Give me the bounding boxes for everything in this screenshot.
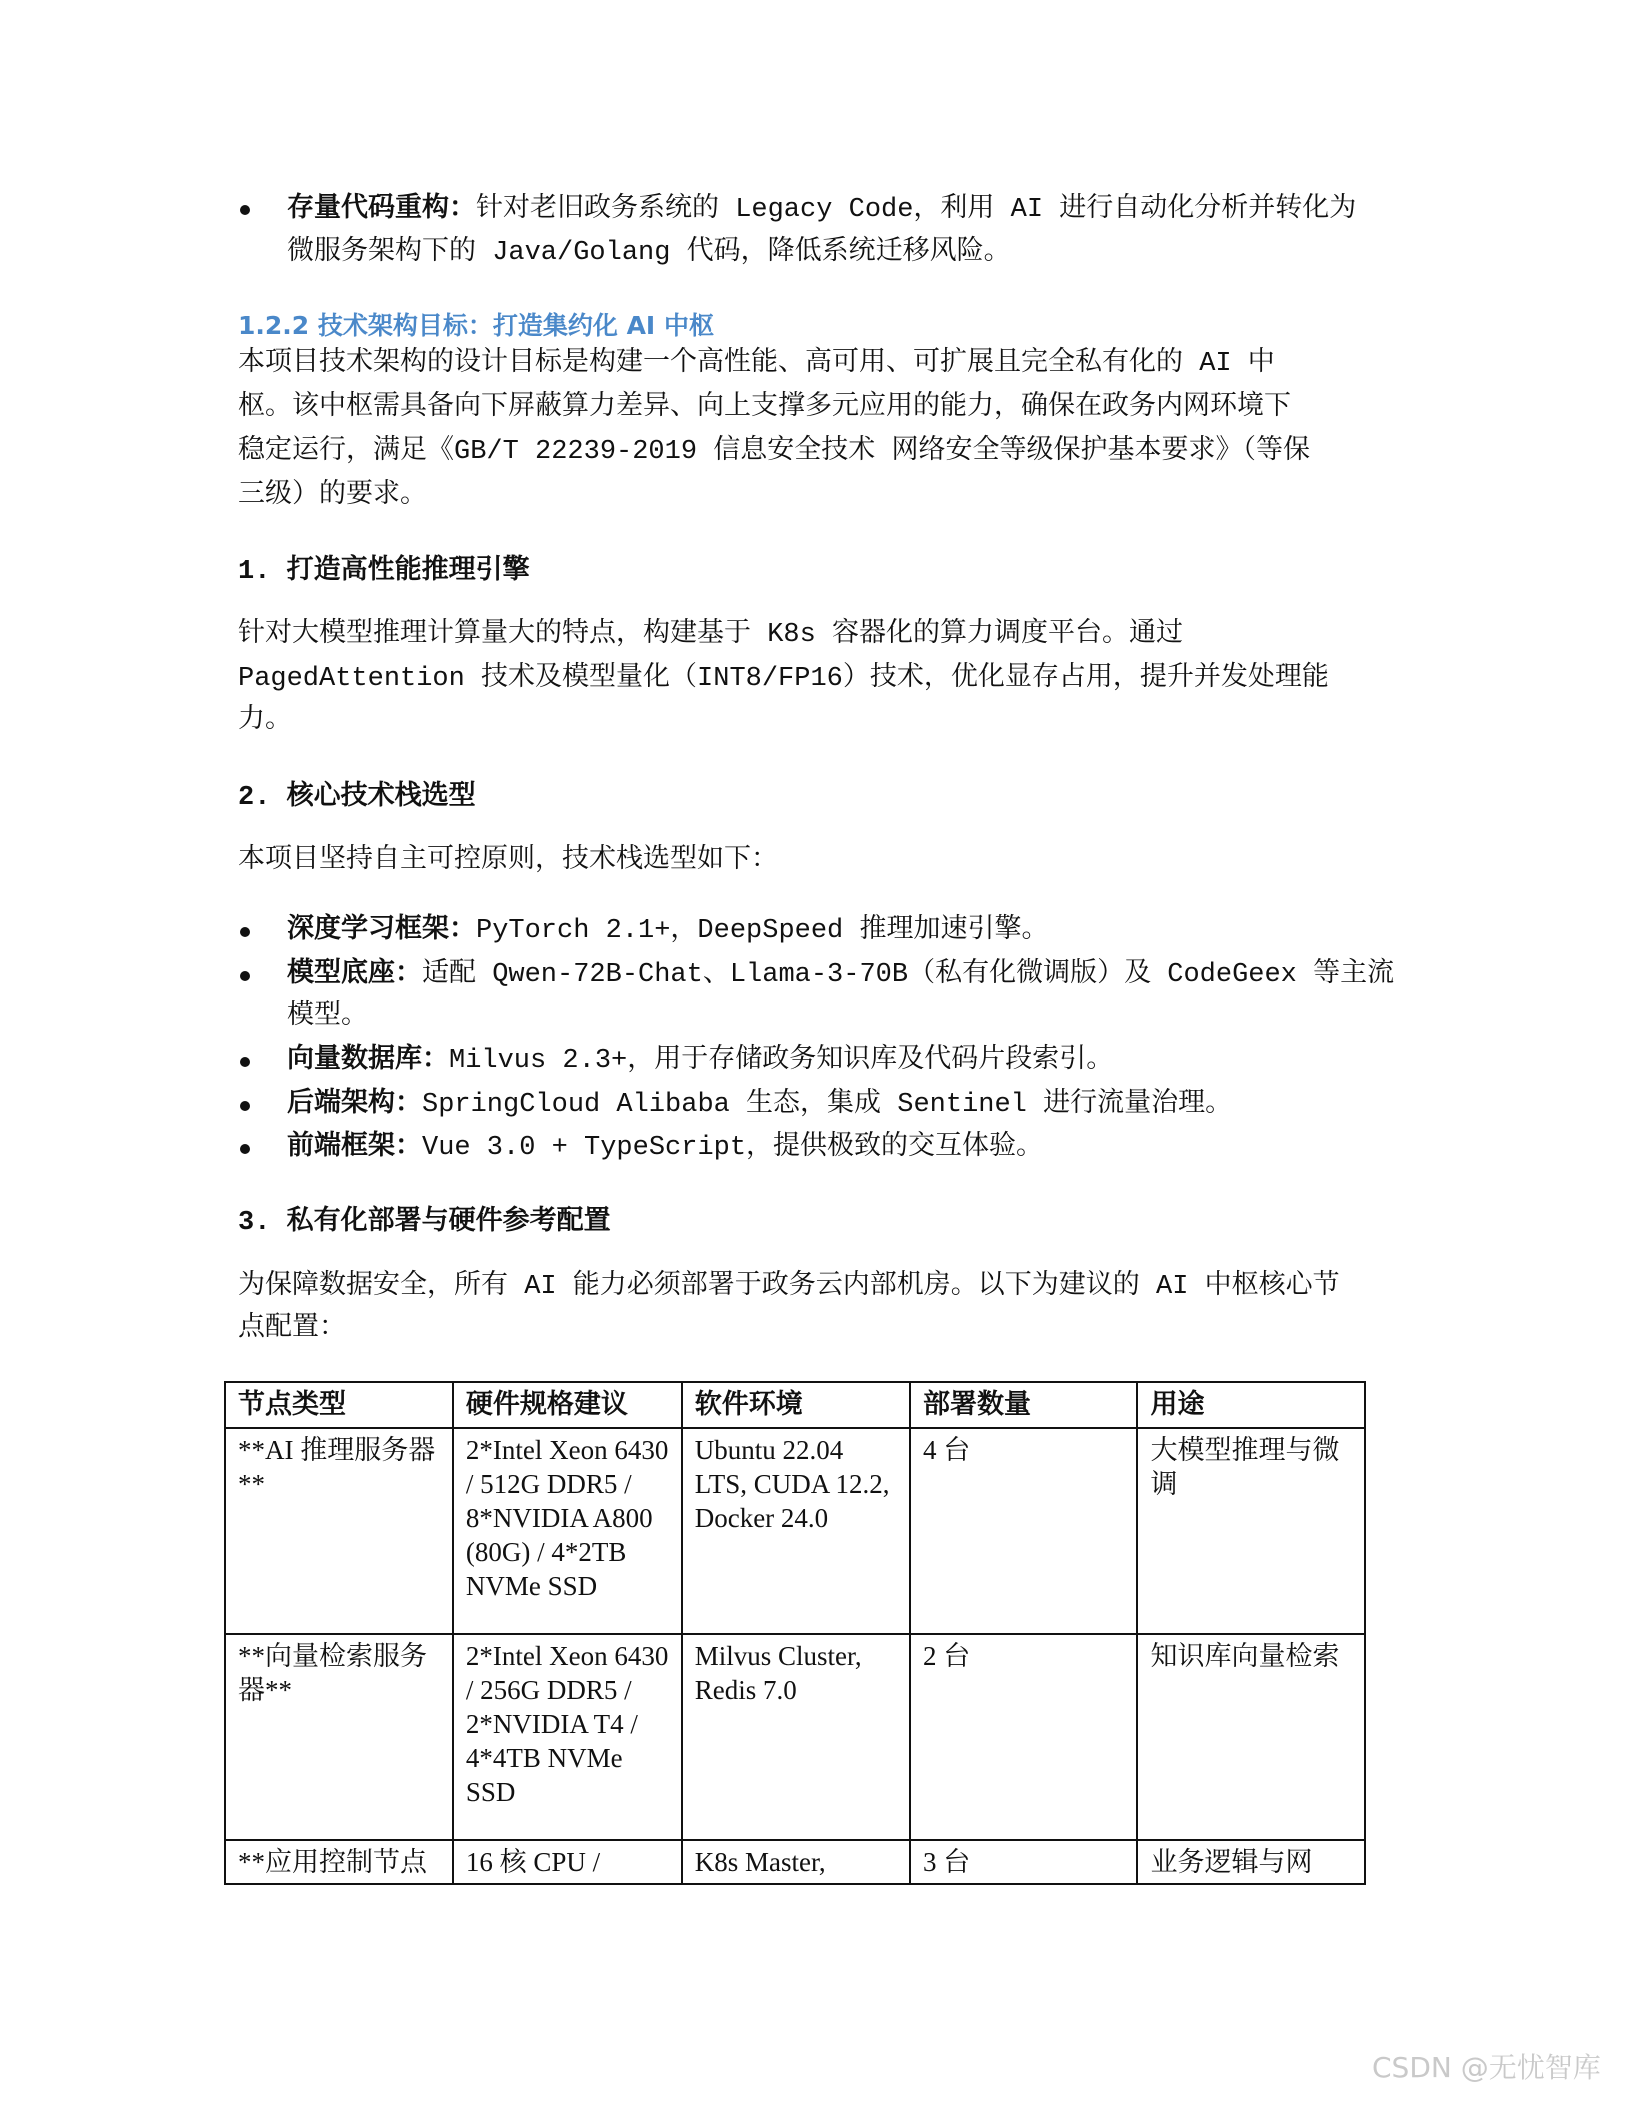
bullet-term: 向量数据库： xyxy=(287,1046,449,1076)
tech-bullet xyxy=(287,913,1048,949)
tech-bullet-cont: 模型。 xyxy=(287,1002,368,1032)
bullet-legacy-line2: 微服务架构下的 Java/Golang 代码，降低系统迁移风险。 xyxy=(287,238,1011,268)
tech-bullet xyxy=(287,1043,1113,1079)
col-header: 部署数量 xyxy=(910,1382,1137,1428)
item2-intro: 本项目坚持自主可控原则，技术栈选型如下： xyxy=(238,846,778,876)
col-header: 软件环境 xyxy=(682,1382,910,1428)
bullet-term: 深度学习框架： xyxy=(287,916,476,946)
table-cell: 2*Intel Xeon 6430 / 256G DDR5 / 2*NVIDIA T4 / 4*4TB NVMe SSD xyxy=(453,1634,682,1840)
bullet-icon xyxy=(240,205,250,215)
table-cell: 3 台 xyxy=(910,1840,1137,1884)
section-heading: 1.2.2 技术架构目标：打造集约化 AI 中枢 xyxy=(238,311,714,340)
table-cell: 大模型推理与微调 xyxy=(1137,1428,1365,1634)
tech-bullet xyxy=(287,957,1394,993)
item2-title: 2. 核心技术栈选型 xyxy=(238,783,476,813)
bullet-text: Milvus 2.3+，用于存储政务知识库及代码片段索引。 xyxy=(449,1046,1114,1076)
bullet-term: 后端架构： xyxy=(287,1090,422,1120)
bullet-icon xyxy=(240,971,250,981)
bullet-icon xyxy=(240,1144,250,1154)
hardware-config-table xyxy=(224,1381,1366,1885)
item1-line: PagedAttention 技术及模型量化（INT8/FP16）技术，优化显存占用，提升并发处理能 xyxy=(238,664,1329,694)
item1-line: 针对大模型推理计算量大的特点，构建基于 K8s 容器化的算力调度平台。通过 xyxy=(238,620,1184,650)
table-cell: K8s Master, xyxy=(682,1840,910,1884)
item3-title: 3. 私有化部署与硬件参考配置 xyxy=(238,1208,611,1238)
table-cell: 4 台 xyxy=(910,1428,1137,1634)
intro-line: 本项目技术架构的设计目标是构建一个高性能、高可用、可扩展且完全私有化的 AI 中 xyxy=(238,349,1275,379)
table-cell: **AI 推理服务器** xyxy=(225,1428,453,1634)
bullet-legacy-line1 xyxy=(287,192,1356,228)
bullet-icon xyxy=(240,1101,250,1111)
bullet-text: Vue 3.0 + TypeScript，提供极致的交互体验。 xyxy=(422,1133,1044,1163)
bullet-term: 前端框架： xyxy=(287,1133,422,1163)
table-cell: **向量检索服务器** xyxy=(225,1634,453,1840)
table-cell: 业务逻辑与网 xyxy=(1137,1840,1365,1884)
bullet-text: SpringCloud Alibaba 生态，集成 Sentinel 进行流量治理。 xyxy=(422,1090,1233,1120)
bullet-text: PyTorch 2.1+，DeepSpeed 推理加速引擎。 xyxy=(476,916,1049,946)
table-cell: **应用控制节点 xyxy=(225,1840,453,1884)
table-row xyxy=(225,1634,1365,1840)
tech-bullet xyxy=(287,1130,1043,1166)
table-cell: 2*Intel Xeon 6430 / 512G DDR5 / 8*NVIDIA A800 (80G) / 4*2TB NVMe SSD xyxy=(453,1428,682,1634)
item3-line: 为保障数据安全，所有 AI 能力必须部署于政务云内部机房。以下为建议的 AI 中枢核心节 xyxy=(238,1272,1340,1302)
item1-line: 力。 xyxy=(238,706,292,736)
item1-title: 1. 打造高性能推理引擎 xyxy=(238,557,530,587)
table-cell: Milvus Cluster, Redis 7.0 xyxy=(682,1634,910,1840)
table-row xyxy=(225,1840,1365,1884)
intro-line: 三级）的要求。 xyxy=(238,481,427,511)
bullet-text: 适配 Qwen-72B-Chat、Llama-3-70B（私有化微调版）及 CodeGeex 等主流 xyxy=(422,960,1395,990)
bullet-term: 模型底座： xyxy=(287,960,422,990)
table-header-row xyxy=(225,1382,1365,1428)
watermark: CSDN @无忧智库 xyxy=(1372,2051,1601,2084)
bullet-text: 针对老旧政务系统的 Legacy Code，利用 AI 进行自动化分析并转化为 xyxy=(476,195,1357,225)
item3-line: 点配置： xyxy=(238,1314,346,1344)
intro-line: 枢。该中枢需具备向下屏蔽算力差异、向上支撑多元应用的能力，确保在政务内网环境下 xyxy=(238,393,1291,423)
table-cell: 2 台 xyxy=(910,1634,1137,1840)
col-header: 节点类型 xyxy=(225,1382,453,1428)
col-header: 用途 xyxy=(1137,1382,1365,1428)
table-cell: 16 核 CPU / xyxy=(453,1840,682,1884)
col-header: 硬件规格建议 xyxy=(453,1382,682,1428)
table-row xyxy=(225,1428,1365,1634)
bullet-icon xyxy=(240,927,250,937)
bullet-term: 存量代码重构： xyxy=(287,195,476,225)
intro-line: 稳定运行，满足《GB/T 22239-2019 信息安全技术 网络安全等级保护基本要求》（等保 xyxy=(238,437,1310,467)
bullet-icon xyxy=(240,1057,250,1067)
tech-bullet xyxy=(287,1087,1232,1123)
table-cell: 知识库向量检索 xyxy=(1137,1634,1365,1840)
table-cell: Ubuntu 22.04 LTS, CUDA 12.2, Docker 24.0 xyxy=(682,1428,910,1634)
